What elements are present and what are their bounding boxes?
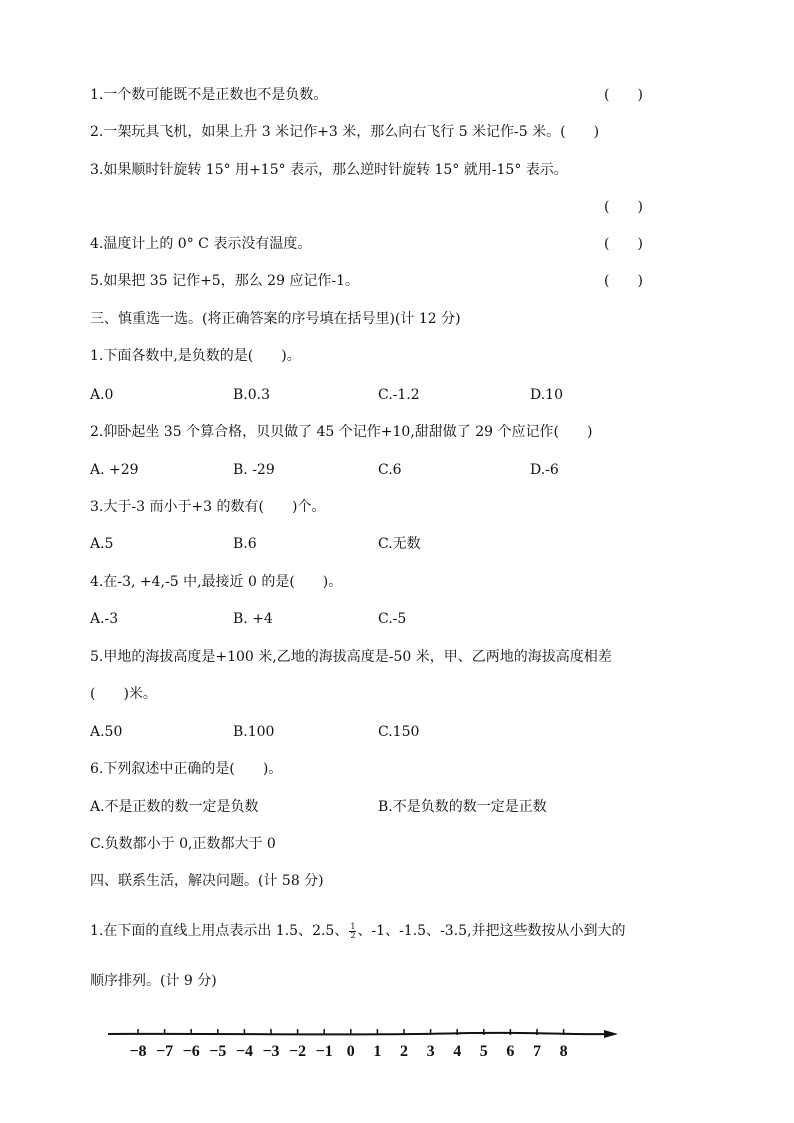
tick-label: 5 — [479, 1043, 488, 1060]
judge-item-5: 5.如果把 35 记作+5，那么 29 应记作-1。 — [90, 273, 360, 289]
fraction-denominator: 2 — [350, 930, 356, 940]
number-line-labels — [129, 1043, 567, 1060]
tick-label: 6 — [506, 1043, 515, 1060]
judge-item-2: 2.一架玩具飞机，如果上升 3 米记作+3 米，那么向右飞行 5 米记作-5 米。( ) — [90, 124, 600, 140]
tick-label: 4 — [453, 1043, 462, 1060]
mc-q4-option-c[interactable]: C.-5 — [378, 611, 407, 627]
tick-label: −8 — [129, 1043, 147, 1060]
tick-label: 0 — [346, 1043, 355, 1060]
judge-item-4: 4.温度计上的 0° C 表示没有温度。 — [90, 236, 312, 252]
answer-paren-5[interactable]: ( ) — [604, 273, 643, 289]
tick-label: 1 — [373, 1043, 382, 1060]
mc-q3-option-c[interactable]: C.无数 — [378, 536, 421, 552]
tick-label: 2 — [400, 1043, 408, 1060]
mc-q5-option-c[interactable]: C.150 — [378, 724, 420, 740]
mc-q4-option-b[interactable]: B. +4 — [233, 611, 273, 627]
answer-paren-4[interactable]: ( ) — [604, 236, 643, 252]
number-line[interactable] — [100, 1022, 624, 1066]
tick-label: −4 — [235, 1043, 253, 1060]
problem-1-text-b: 、-1、-1.5、-3.5,并把这些数按从小到大的 — [357, 923, 626, 939]
problem-1-text-a: 1.在下面的直线上用点表示出 1.5、2.5、 — [90, 923, 349, 939]
mc-question-5-cont: ( )米。 — [90, 686, 157, 702]
mc-question-3: 3.大于-3 而小于+3 的数有( )个。 — [90, 499, 326, 515]
mc-q1-option-b[interactable]: B.0.3 — [233, 387, 271, 403]
mc-q2-option-b[interactable]: B. -29 — [233, 462, 275, 478]
tick-label: −7 — [156, 1043, 174, 1060]
tick-label: −1 — [315, 1043, 333, 1060]
mc-q2-option-c[interactable]: C.6 — [378, 462, 402, 478]
fraction-numerator: 1 — [350, 921, 356, 931]
mc-question-4: 4.在-3, +4,-5 中,最接近 0 的是( )。 — [90, 574, 343, 590]
tick-label: −6 — [182, 1043, 200, 1060]
mc-q4-option-a[interactable]: A.-3 — [90, 611, 119, 627]
problem-1-line-2: 顺序排列。(计 9 分) — [90, 973, 217, 989]
tick-label: 7 — [533, 1043, 541, 1060]
tick-label: 3 — [426, 1043, 435, 1060]
judge-item-1: 1.一个数可能既不是正数也不是负数。 — [90, 87, 328, 103]
mc-q2-option-a[interactable]: A. +29 — [90, 462, 139, 478]
judge-item-3: 3.如果顺时针旋转 15° 用+15° 表示，那么逆时针旋转 15° 就用-15° 表示。 — [90, 162, 568, 178]
mc-q2-option-d[interactable]: D.-6 — [530, 462, 559, 478]
section-3-title: 三、慎重选一选。(将正确答案的序号填在括号里)(计 12 分) — [90, 311, 461, 327]
tick-label: −3 — [262, 1043, 280, 1060]
tick-label: −5 — [209, 1043, 227, 1060]
answer-paren-3[interactable]: ( ) — [604, 199, 643, 215]
section-4-title: 四、联系生活，解决问题。(计 58 分) — [90, 873, 324, 889]
mc-q3-option-b[interactable]: B.6 — [233, 536, 257, 552]
mc-q1-option-a[interactable]: A.0 — [90, 387, 114, 403]
mc-question-1: 1.下面各数中,是负数的是( )。 — [90, 348, 301, 364]
problem-1-line-1 — [90, 922, 626, 940]
mc-question-5: 5.甲地的海拔高度是+100 米,乙地的海拔高度是-50 米，甲、乙两地的海拔高度相差 — [90, 649, 612, 665]
number-line-arrow — [604, 1030, 618, 1038]
mc-q1-option-c[interactable]: C.-1.2 — [378, 387, 420, 403]
mc-q3-option-a[interactable]: A.5 — [90, 536, 114, 552]
tick-label: 8 — [559, 1043, 568, 1060]
mc-q5-option-a[interactable]: A.50 — [90, 724, 123, 740]
mc-q6-option-b[interactable]: B.不是负数的数一定是正数 — [378, 799, 547, 815]
mc-q6-option-a[interactable]: A.不是正数的数一定是负数 — [90, 799, 259, 815]
tick-label: −2 — [289, 1043, 307, 1060]
mc-q1-option-d[interactable]: D.10 — [530, 387, 563, 403]
mc-q6-option-c[interactable]: C.负数都小于 0,正数都大于 0 — [90, 836, 276, 852]
mc-q5-option-b[interactable]: B.100 — [233, 724, 275, 740]
fraction-one-half — [349, 923, 356, 940]
mc-question-6: 6.下列叙述中正确的是( )。 — [90, 761, 283, 777]
mc-question-2: 2.仰卧起坐 35 个算合格，贝贝做了 45 个记作+10,甜甜做了 29 个应记作( ) — [90, 424, 593, 440]
answer-paren-1[interactable]: ( ) — [604, 87, 643, 103]
